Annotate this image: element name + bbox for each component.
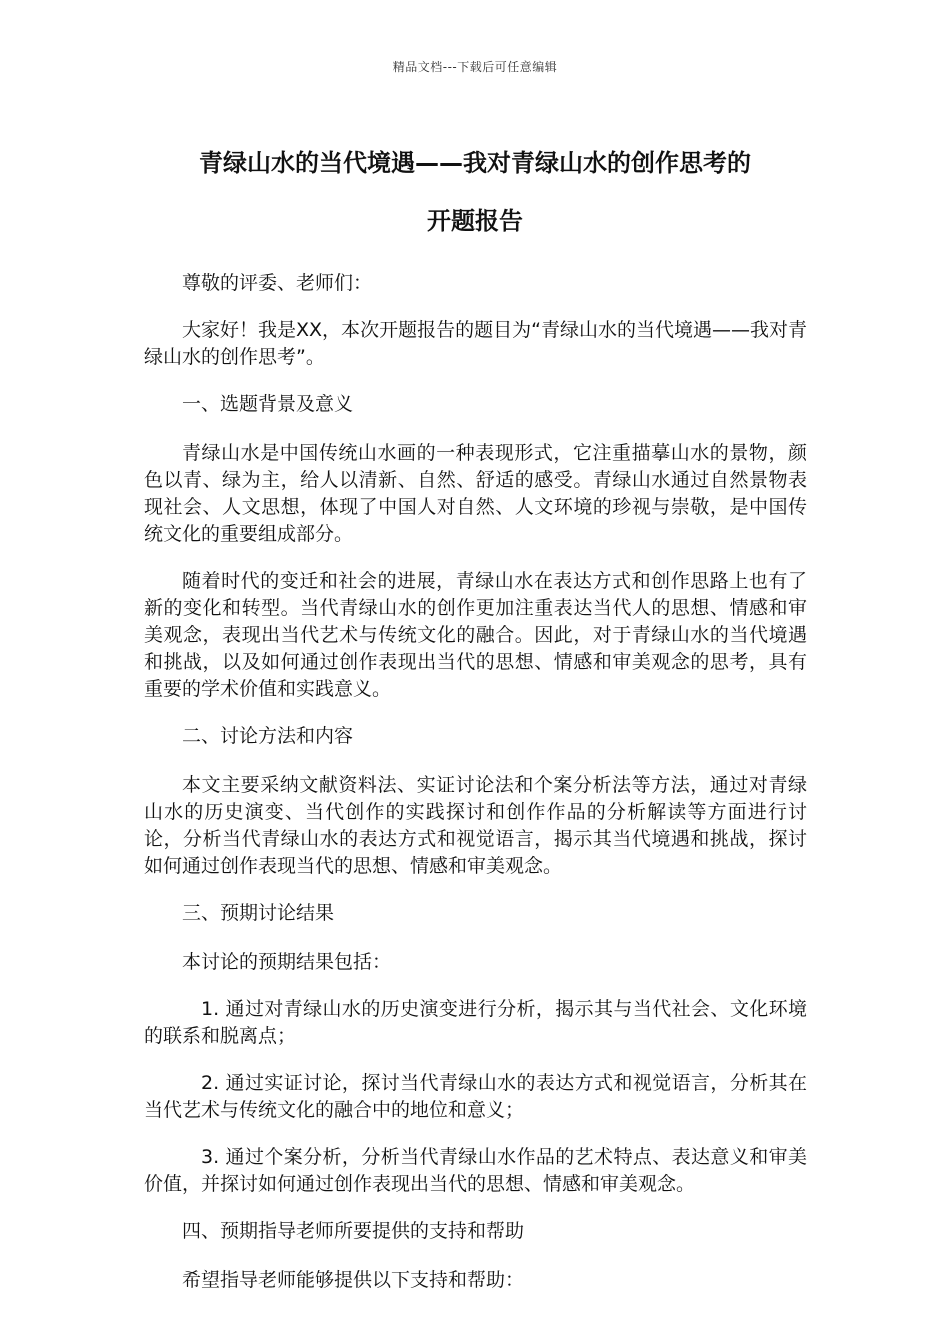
- section-4-lead: 希望指导老师能够提供以下支持和帮助：: [182, 1269, 525, 1291]
- section-heading-4: 四、预期指导老师所要提供的支持和帮助: [182, 1220, 525, 1242]
- section-1-paragraph-2: 随着时代的变迁和社会的进展，青绿山水在表达方式和创作思路上也有了新的变化和转型。当代青绿山水的创作更加注重表达当代人的思想、情感和审美观念，表现出当代艺术与传统文化的融合。因此，对于青绿山水的当代境遇和挑战，以及如何通过创作表现出当代的思想、情感和审美观念的思考，具有重要的学术价值和实践意义。: [144, 570, 807, 700]
- document-body: [144, 270, 807, 1314]
- intro-paragraph: 大家好！我是XX，本次开题报告的题目为“青绿山水的当代境遇——我对青绿山水的创作思考”。: [144, 319, 807, 368]
- section-3-lead: 本讨论的预期结果包括：: [182, 951, 392, 973]
- section-heading-2: 二、讨论方法和内容: [182, 725, 354, 747]
- section-1-paragraph-1: 青绿山水是中国传统山水画的一种表现形式，它注重描摹山水的景物，颜色以青、绿为主，给人以清新、自然、舒适的感受。青绿山水通过自然景物表现社会、人文思想，体现了中国人对自然、人文环境的珍视与崇敬，是中国传统文化的重要组成部分。: [144, 442, 807, 545]
- title-line-2: 开题报告: [427, 207, 523, 235]
- document-title: [140, 134, 810, 250]
- section-2-paragraph-1: 本文主要采纳文献资料法、实证讨论法和个案分析法等方法，通过对青绿山水的历史演变、当代创作的实践探讨和创作作品的分析解读等方面进行讨论，分析当代青绿山水的表达方式和视觉语言，揭示其当代境遇和挑战，探讨如何通过创作表现当代的思想、情感和审美观念。: [144, 774, 807, 877]
- result-item-1: 1. 通过对青绿山水的历史演变进行分析，揭示其与当代社会、文化环境的联系和脱离点；: [144, 998, 807, 1047]
- greeting: 尊敬的评委、老师们：: [182, 272, 373, 294]
- result-item-3: 3. 通过个案分析，分析当代青绿山水作品的艺术特点、表达意义和审美价值，并探讨如何通过创作表现出当代的思想、情感和审美观念。: [144, 1146, 807, 1195]
- header-note: 精品文档---下载后可任意编辑: [392, 60, 558, 74]
- section-heading-3: 三、预期讨论结果: [182, 902, 335, 924]
- section-heading-1: 一、选题背景及意义: [182, 393, 354, 415]
- result-item-2: 2. 通过实证讨论，探讨当代青绿山水的表达方式和视觉语言，分析其在当代艺术与传统文化的融合中的地位和意义；: [144, 1072, 807, 1121]
- title-line-1: 青绿山水的当代境遇——我对青绿山水的创作思考的: [199, 149, 751, 177]
